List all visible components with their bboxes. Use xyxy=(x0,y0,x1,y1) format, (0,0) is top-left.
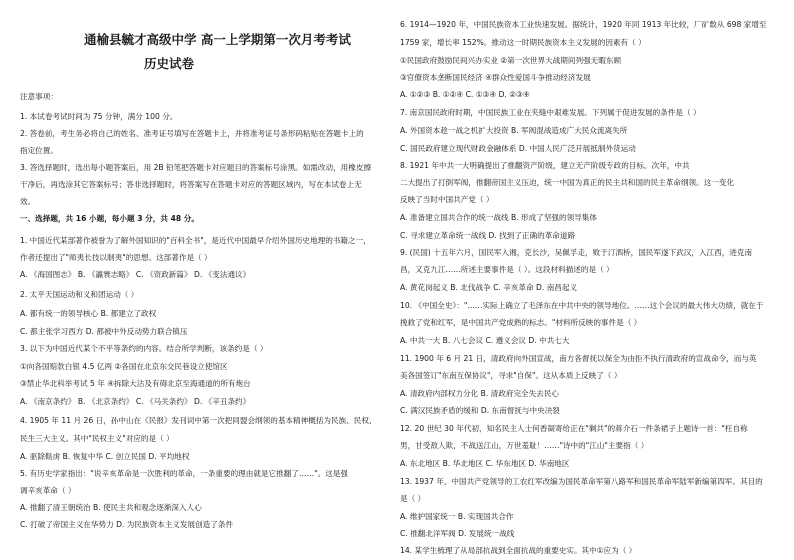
question-text: 13. 1937 年，中国共产党领导的工农红军改编为国民革命军第八路军和国民革命军陆军新编第四军。其目的 xyxy=(400,477,763,486)
answer-options: A. 黄花岗起义 B. 北伐战争 C. 辛亥革命 D. 南昌起义 xyxy=(400,283,578,292)
question-text: 美各国签订"东南互保协议"，寻求"自保"。这从本质上反映了（ ） xyxy=(400,371,622,380)
question-text: ③禁止华北科举考试 5 年 ④拆除大沽及有碍北京至海通道的所有炮台 xyxy=(20,379,251,388)
answer-options: A. 外国资本趁一战之机扩大投资 B. 军阀混战造成广大民众流离失所 xyxy=(400,126,628,135)
question-text: 7. 南京国民政府时期，中国民族工业在夹缝中艰难发展。下列属于促进发展的条件是（ ） xyxy=(400,108,701,117)
question-text: 2. 太平天国运动和义和团运动（ ） xyxy=(20,290,139,299)
answer-options: C. 寻求建立革命统一战线 D. 找到了正确的革命道路 xyxy=(400,231,576,240)
answer-options: A. 维护国家统一 B. 实现国共合作 xyxy=(400,512,514,521)
question-text: 8. 1921 年中共一大明确提出了推翻资产阶级，建立无产阶级专政的目标。次年，中共 xyxy=(400,161,690,170)
answer-options: A. 推翻了清王朝统治 B. 使民主共和观念逐渐深入人心 xyxy=(20,503,202,512)
notice-line: 指定位置。 xyxy=(20,146,58,155)
question-text: ③官僚资本垄断国民经济 ④群众性爱国斗争推动经济发展 xyxy=(400,73,591,82)
answer-options: A. 《南京条约》 B. 《北京条约》 C. 《马关条约》 D. 《辛丑条约》 xyxy=(20,397,251,406)
exam-title: 通榆县毓才高级中学 高一上学期第一次月考考试 xyxy=(84,32,351,47)
question-text: 1. 中国近代某部著作被誉为了解外国知识的"百科全书"，是近代中国最早介绍外国历史地理的书籍之一， xyxy=(20,236,371,245)
question-text: 1759 家，增长率 152%。推动这一时期民族资本主义发展的因素有（ ） xyxy=(400,38,646,47)
notice-line: 干净后，再选涂其它答案标号；答非选择题时，将答案写在答题卡对应的答题区域内，写在本试卷上无 xyxy=(20,180,362,189)
question-text: ①民国政府鼓励民间兴办实业 ②第一次世界大战期间列强无暇东顾 xyxy=(400,56,622,65)
answer-options: A. 《海国图志》 B. 《瀛寰志略》 C. 《资政新篇》 D. 《变法通议》 xyxy=(20,270,251,279)
question-text: 反映了当时中国共产党（ ） xyxy=(400,195,494,204)
question-text: 二大提出了打倒军阀，推翻帝国主义压迫，统一中国为真正的民主共和国的民主革命纲领。这一变化 xyxy=(400,178,735,187)
question-text: 男，甘受敌人欺，不战送江山，万世羞耻！……"诗中的"江山"主要指（ ） xyxy=(400,441,649,450)
answer-options: C. 打破了帝国主义在华势力 D. 为民族资本主义发展创造了条件 xyxy=(20,520,234,529)
question-text: ①向各国赔款白银 4.5 亿两 ②各国在北京东交民巷设立使馆区 xyxy=(20,362,228,371)
answer-options: C. 推翻北洋军阀 D. 发展统一战线 xyxy=(400,529,515,538)
notice-title: 注意事项： xyxy=(20,92,58,101)
answer-options: A. 都有统一的领导核心 B. 都建立了政权 xyxy=(20,309,157,318)
answer-options: C. 国民政府建立现代财政金融体系 D. 中国人民广泛开展抵制外货运动 xyxy=(400,144,636,153)
question-text: 3. 以下为中国近代某个不平等条约的内容。结合所学判断，该条约是（ ） xyxy=(20,344,268,353)
question-text: 14. 某学生梳理了从局部抗战到全面抗战的重要史实。其中①应为（ ） xyxy=(400,546,637,555)
question-text: 4. 1905 年 11 月 26 日，孙中山在《民报》发刊词中第一次把同盟会纲领的基本精神概括为民族、民权、 xyxy=(20,416,377,425)
question-text: 9. (民国) 十五年六月，国民军入湘，克长沙，吴佩孚走，败于汀泗桥，国民军遂下武汉，入江西，进克南 xyxy=(400,248,753,257)
question-text: 是（ ） xyxy=(400,494,426,503)
notice-line: 1. 本试卷考试时间为 75 分钟，满分 100 分。 xyxy=(20,112,178,121)
question-text: 昌，又克九江……所述主要事件是（ ）。这段材料描述的是（ ） xyxy=(400,265,614,274)
left-column xyxy=(14,0,390,560)
answer-options: A. 东北地区 B. 华北地区 C. 华东地区 D. 华南地区 xyxy=(400,459,570,468)
notice-line: 效。 xyxy=(20,197,36,206)
section-heading: 一、选择题，共 16 小题，每小题 3 分，共 48 分。 xyxy=(20,214,199,223)
question-text: 调辛亥革命（ ） xyxy=(20,486,76,495)
question-text: 挽救了党和红军，是中国共产党成熟的标志。"材料所反映的事件是（ ） xyxy=(400,318,642,327)
answer-options: A. 清政府内部权力分化 B. 清政府完全失去民心 xyxy=(400,389,560,398)
answer-options: C. 都主张学习西方 D. 都被中外反动势力联合镇压 xyxy=(20,327,188,336)
question-text: 作者还提出了"师夷长技以制夷"的思想。这部著作是（ ） xyxy=(20,253,212,262)
answer-options: A. 准备建立国共合作的统一战线 B. 形成了坚强的领导集体 xyxy=(400,213,597,222)
right-column xyxy=(400,0,784,560)
question-text: 民生三大主义。其中"民权主义"对应的是（ ） xyxy=(20,434,174,443)
exam-subtitle: 历史试卷 xyxy=(144,56,195,71)
question-text: 5. 有历史学家指出："说辛亥革命是一次胜利的革命，一条重要的理由就是它推翻了……"。这是强 xyxy=(20,469,348,478)
question-text: 12. 20 世纪 30 年代初，知名民主人士何香凝寄给正在"剿共"的蒋介石一件条裙子上题诗一首："枉自称 xyxy=(400,424,748,433)
notice-line: 3. 答选择题时，选出每小题答案后，用 2B 铅笔把答题卡对应题目的答案标号涂黑。如需改动，用橡皮擦 xyxy=(20,163,372,172)
answer-options: A. 中共一大 B. 八七会议 C. 遵义会议 D. 中共七大 xyxy=(400,336,570,345)
answer-options: A. ①②③ B. ①②④ C. ①③④ D. ②③④ xyxy=(400,90,530,99)
notice-line: 2. 答卷前，考生务必将自己的姓名、准考证号填写在答题卡上，并将准考证号条形码粘贴在答题卡上的 xyxy=(20,129,364,138)
question-text: 6. 1914—1920 年，中国民族资本工业快速发展。据统计，1920 年同 1913 年比较，厂矿数从 698 家增至 xyxy=(400,20,767,29)
question-text: 11. 1900 年 6 月 21 日，清政府向外国宣战，南方各督抚以保全为由拒不执行清政府的宣战命令，而与英 xyxy=(400,354,757,363)
question-text: 10. 《中国全史》："……实际上确立了毛泽东在中共中央的领导地位。……这个会议的最大伟大功绩，就在于 xyxy=(400,301,764,310)
answer-options: A. 驱除鞑虏 B. 恢复中华 C. 创立民国 D. 平均地权 xyxy=(20,452,190,461)
answer-options: C. 满汉民族矛盾的缓和 D. 东南督抚与中央决裂 xyxy=(400,406,560,415)
